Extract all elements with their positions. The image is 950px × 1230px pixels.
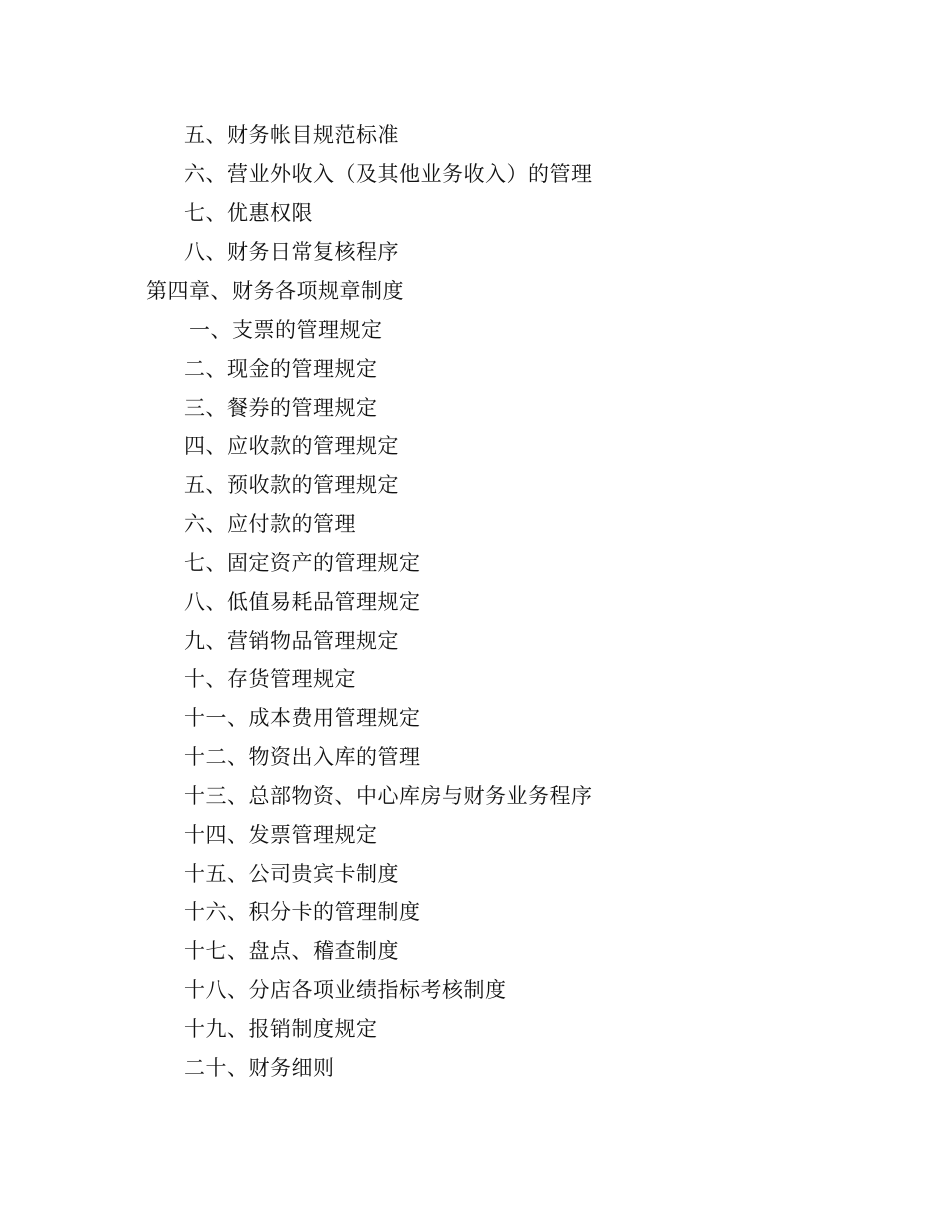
toc-line: 十二、物资出入库的管理 (184, 745, 421, 769)
toc-line: 六、营业外收入（及其他业务收入）的管理 (184, 162, 593, 186)
toc-line: 九、营销物品管理规定 (184, 629, 399, 653)
toc-line: 八、低值易耗品管理规定 (184, 590, 421, 614)
toc-line: 七、优惠权限 (184, 201, 313, 225)
toc-line: 十七、盘点、稽查制度 (184, 939, 399, 963)
toc-line: 五、预收款的管理规定 (184, 473, 399, 497)
toc-line: 四、应收款的管理规定 (184, 434, 399, 458)
toc-line: 二十、财务细则 (184, 1056, 335, 1080)
toc-line: 二、现金的管理规定 (184, 357, 378, 381)
toc-line: 一、支票的管理规定 (189, 318, 383, 342)
toc-line: 十三、总部物资、中心库房与财务业务程序 (184, 784, 593, 808)
toc-line: 十九、报销制度规定 (184, 1017, 378, 1041)
toc-line: 十五、公司贵宾卡制度 (184, 862, 399, 886)
toc-line: 十四、发票管理规定 (184, 823, 378, 847)
toc-line: 十六、积分卡的管理制度 (184, 900, 421, 924)
toc-line: 六、应付款的管理 (184, 512, 356, 536)
toc-line: 五、财务帐目规范标准 (184, 123, 399, 147)
toc-line: 八、财务日常复核程序 (184, 240, 399, 264)
toc-line: 七、固定资产的管理规定 (184, 551, 421, 575)
toc-line: 十八、分店各项业绩指标考核制度 (184, 978, 507, 1002)
chapter-heading: 第四章、财务各项规章制度 (146, 279, 404, 303)
toc-line: 十、存货管理规定 (184, 667, 356, 691)
toc-line: 三、餐券的管理规定 (184, 396, 378, 420)
toc-line: 十一、成本费用管理规定 (184, 706, 421, 730)
